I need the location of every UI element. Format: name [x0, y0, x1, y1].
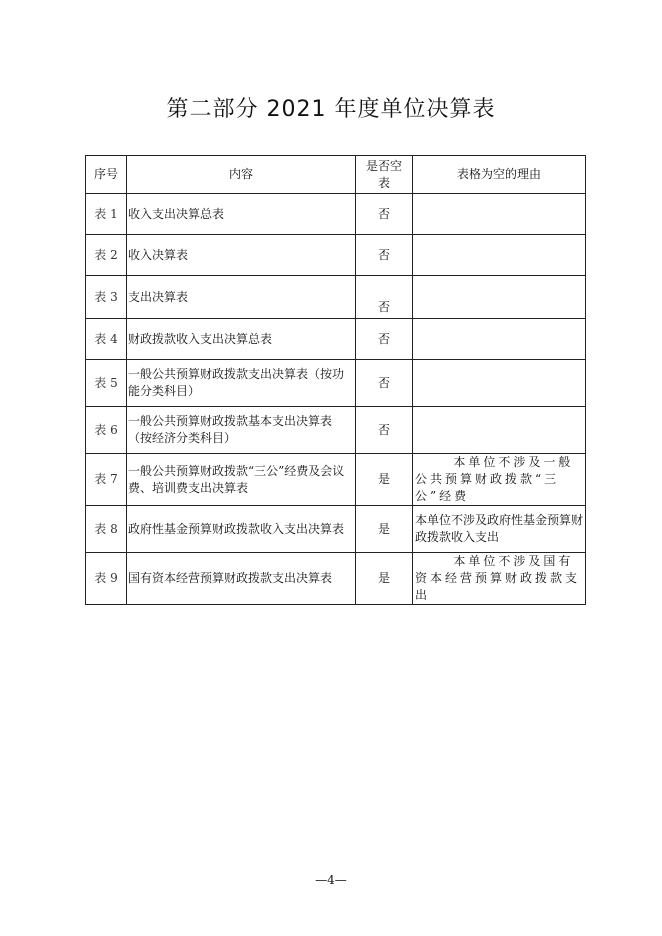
report-table: [85, 155, 586, 605]
table-row: [86, 235, 586, 276]
row-reason: [413, 235, 586, 276]
row-reason: [413, 194, 586, 235]
table-row: [86, 506, 586, 553]
table-row: [86, 194, 586, 235]
table-row: [86, 360, 586, 407]
row-reason: [413, 276, 586, 319]
row-reason: [413, 319, 586, 360]
row-number: 表 4: [86, 319, 127, 360]
row-empty-flag: 否: [356, 194, 413, 235]
row-empty-flag: 是: [356, 454, 413, 506]
row-number: 表 7: [86, 454, 127, 506]
row-number: 表 6: [86, 407, 127, 454]
table-row: [86, 407, 586, 454]
row-number: 表 3: [86, 276, 127, 319]
row-number: 表 8: [86, 506, 127, 553]
row-empty-flag: 是: [356, 553, 413, 605]
row-content: 收入支出决算总表: [127, 194, 356, 235]
table-row: [86, 276, 586, 319]
row-content: 一般公共预算财政拨款“三公”经费及会议费、培训费支出决算表: [127, 454, 356, 506]
row-empty-flag: 否: [356, 235, 413, 276]
row-empty-flag: 否: [356, 360, 413, 407]
row-number: 表 2: [86, 235, 127, 276]
page-number: —4—: [315, 873, 347, 887]
row-content: 支出决算表: [127, 276, 356, 319]
row-reason: 本单位不涉及一般公共预算财政拨款“三公”经费: [413, 454, 586, 506]
row-content: 收入决算表: [127, 235, 356, 276]
header-no: 序号: [86, 156, 127, 194]
row-number: 表 5: [86, 360, 127, 407]
row-empty-flag: 否: [356, 276, 413, 319]
row-number: 表 1: [86, 194, 127, 235]
row-content: 国有资本经营预算财政拨款支出决算表: [127, 553, 356, 605]
row-content: 一般公共预算财政拨款支出决算表（按功能分类科目）: [127, 360, 356, 407]
table-row: [86, 454, 586, 506]
header-content: 内容: [127, 156, 356, 194]
row-empty-flag: 否: [356, 407, 413, 454]
row-content: 一般公共预算财政拨款基本支出决算表（按经济分类科目）: [127, 407, 356, 454]
table-row: [86, 553, 586, 605]
header-reason: 表格为空的理由: [413, 156, 586, 194]
table-header: [86, 156, 586, 194]
row-content: 政府性基金预算财政拨款收入支出决算表: [127, 506, 356, 553]
row-reason: [413, 407, 586, 454]
table-row: [86, 319, 586, 360]
row-empty-flag: 是: [356, 506, 413, 553]
page-title: 第二部分 2021 年度单位决算表: [166, 97, 496, 122]
row-reason: [413, 360, 586, 407]
row-number: 表 9: [86, 553, 127, 605]
header-empty: 是否空表: [356, 156, 413, 194]
row-reason: 本单位不涉及国有资本经营预算财政拨款支出: [413, 553, 586, 605]
row-reason: 本单位不涉及政府性基金预算财政拨款收入支出: [413, 506, 586, 553]
row-content: 财政拨款收入支出决算总表: [127, 319, 356, 360]
row-empty-flag: 否: [356, 319, 413, 360]
